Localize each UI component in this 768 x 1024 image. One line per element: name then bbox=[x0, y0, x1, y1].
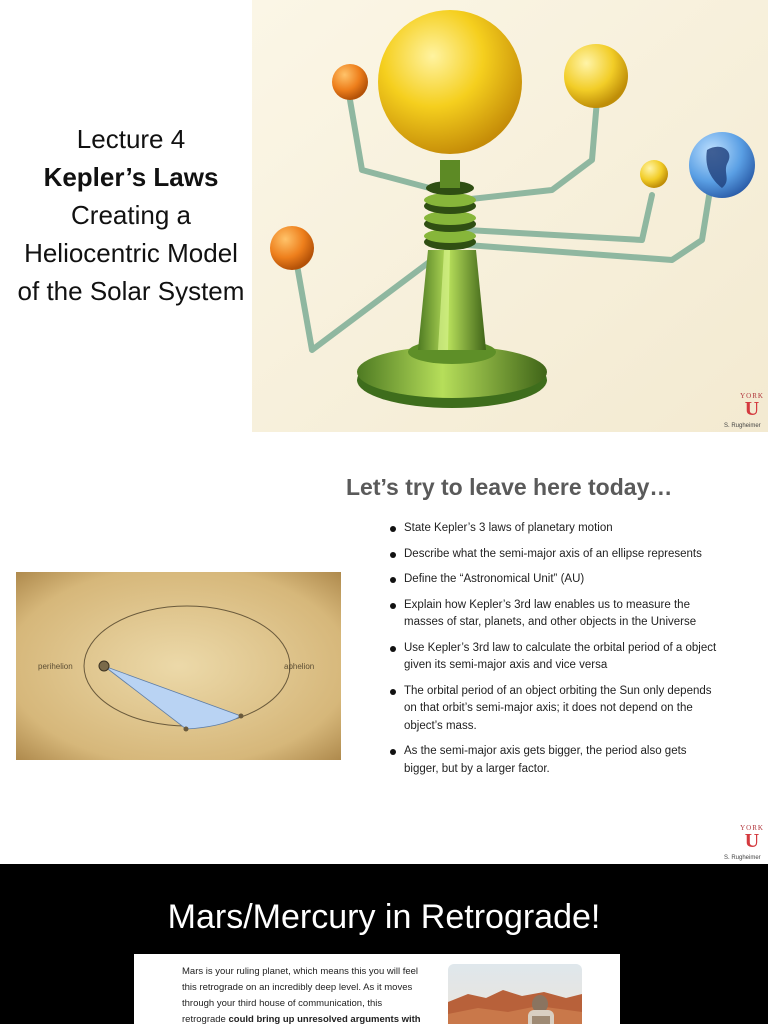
text-line: through your third house of communication, this bbox=[182, 998, 383, 1009]
lecture-number: Lecture 4 bbox=[76, 124, 186, 154]
list-item: State Kepler’s 3 laws of planetary motion bbox=[390, 520, 720, 538]
author-credit: S. Rugheimer bbox=[724, 855, 761, 861]
desert-photo bbox=[448, 964, 582, 1024]
author-credit: S. Rugheimer bbox=[724, 423, 761, 429]
list-item: Explain how Kepler’s 3rd law enables us to measure the masses of star, planets, and other objects in the Universe bbox=[390, 597, 720, 632]
subtitle-line-2: Heliocentric Model bbox=[24, 238, 238, 268]
lecture-topic: Kepler’s Laws bbox=[43, 162, 219, 192]
list-item: Use Kepler’s 3rd law to calculate the orbital period of a object given its semi-major axis and vice versa bbox=[390, 640, 720, 675]
logo-word: YORK bbox=[740, 392, 764, 400]
list-item: As the semi-major axis gets bigger, the period also gets bigger, but by a larger factor. bbox=[390, 743, 720, 778]
subtitle-line-3: of the Solar System bbox=[17, 276, 245, 306]
horoscope-card bbox=[134, 954, 620, 1024]
slide-title bbox=[0, 0, 768, 432]
york-u-logo bbox=[737, 824, 767, 850]
list-item: Define the “Astronomical Unit” (AU) bbox=[390, 571, 720, 589]
subtitle-line-1: Creating a bbox=[71, 200, 191, 230]
objectives-list bbox=[390, 520, 720, 786]
horoscope-text bbox=[182, 964, 442, 1024]
slide-retrograde bbox=[0, 864, 768, 1024]
orrery-image bbox=[252, 0, 768, 432]
logo-letter: U bbox=[744, 830, 760, 852]
kepler-orbit-diagram bbox=[16, 572, 341, 760]
logo-word: YORK bbox=[740, 824, 764, 832]
text-line bbox=[182, 1012, 442, 1024]
list-item: Describe what the semi-major axis of an ellipse represents bbox=[390, 546, 720, 564]
perihelion-label: perihelion bbox=[38, 662, 73, 671]
text-bold: could bring up unresolved arguments with bbox=[228, 1014, 421, 1024]
text-line: this retrograde on an incredibly deep level. As it moves bbox=[182, 982, 413, 993]
york-u-logo bbox=[737, 392, 767, 418]
lecture-title bbox=[0, 120, 262, 310]
retrograde-title: Mars/Mercury in Retrograde! bbox=[167, 898, 601, 936]
text-plain: retrograde bbox=[182, 1014, 229, 1024]
slide-objectives bbox=[0, 432, 768, 864]
aphelion-label: aphelion bbox=[284, 662, 315, 671]
logo-letter: U bbox=[744, 398, 760, 420]
objectives-heading: Let’s try to leave here today… bbox=[346, 474, 673, 500]
text-line: Mars is your ruling planet, which means this you will feel bbox=[182, 966, 419, 977]
list-item: The orbital period of an object orbiting the Sun only depends on that orbit’s semi-major axis; it does not depend on the object’s mass. bbox=[390, 683, 720, 736]
